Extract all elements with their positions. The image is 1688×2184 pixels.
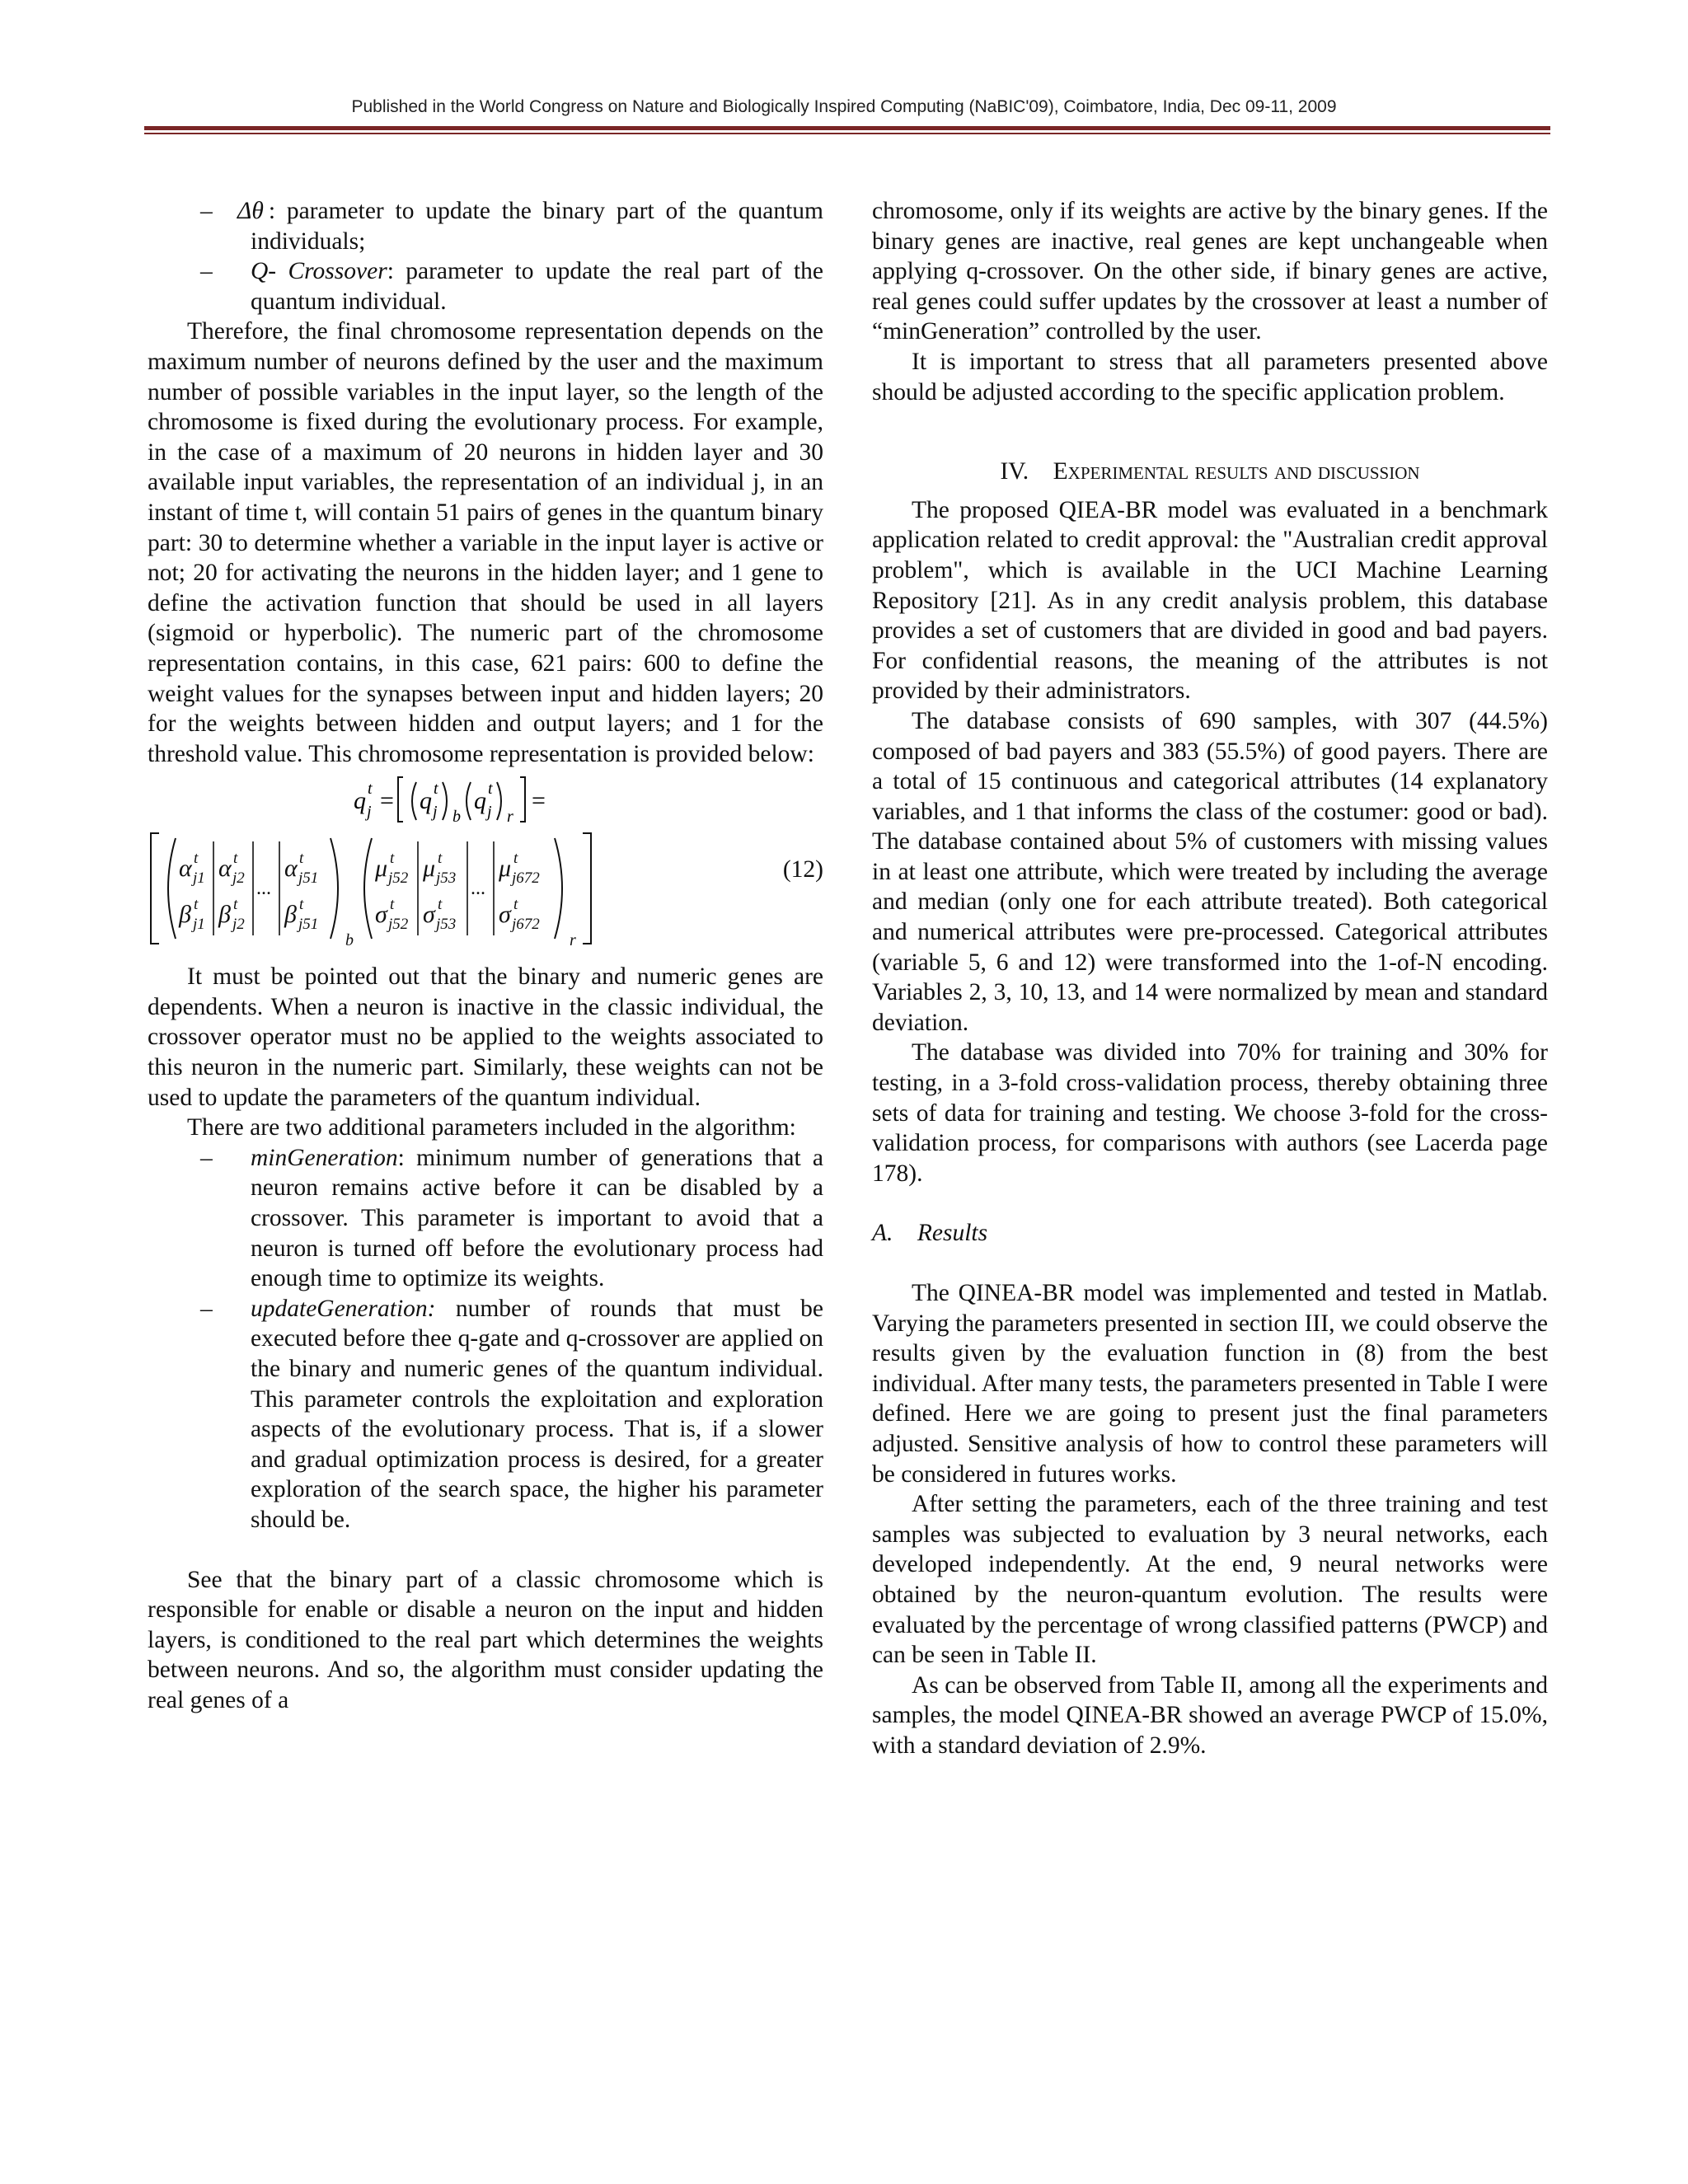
svg-text:b: b — [345, 931, 354, 950]
svg-text:j672: j672 — [512, 869, 540, 888]
svg-text:j52: j52 — [388, 869, 409, 888]
bullet-dash: – — [200, 1295, 213, 1322]
bullet-dash: – — [200, 198, 213, 224]
bullet-mingeneration — [148, 1143, 823, 1294]
svg-text:j1: j1 — [193, 869, 205, 888]
section-number: IV. — [1000, 458, 1029, 485]
paragraph: It is important to stress that all parameters presented above should be adjusted according to the specific application problem. — [872, 348, 1548, 405]
svg-text:β: β — [218, 901, 231, 929]
paragraph: After setting the parameters, each of the three training and test samples was subjected to evaluation by 3 neural networks, each developed independently. At the end, 9 neural networks were obtained by the neuron-quantum evolution. The results were evaluated by the percentage of wrong classified patterns (PWCP) and can be seen in Table II. — [872, 1491, 1548, 1669]
section-heading — [872, 457, 1548, 487]
subsection-heading: A. Results — [872, 1220, 988, 1247]
svg-text:r: r — [570, 931, 576, 950]
svg-text:...: ... — [471, 878, 485, 900]
svg-text:j: j — [433, 803, 438, 822]
svg-text:t: t — [513, 850, 518, 868]
svg-text:t: t — [488, 780, 493, 799]
svg-text:α: α — [218, 855, 232, 883]
equation-matrix-svg — [148, 827, 741, 950]
paragraph: The proposed QIEA-BR model was evaluated in a benchmark application related to credit approval: the "Australian credit approval problem", which is available in the UCI Machine Learning Repository [21]. As in any credit analysis problem, this database provides a set of customers that are divided in good and bad payers. For confidential reasons, the meaning of the attributes is not provided by their administrators. — [872, 496, 1548, 705]
svg-text:j52: j52 — [388, 916, 409, 934]
header-rule-thick — [144, 126, 1550, 130]
left-column — [148, 196, 823, 1716]
delta-theta-symbol: Δθ — [237, 198, 264, 224]
section-title: Experimental results and discussion — [1053, 458, 1420, 485]
svg-text:q: q — [420, 787, 432, 815]
bullet-term: Q- Crossover — [251, 258, 387, 285]
paragraph: See that the binary part of a classic chromosome which is responsible for enable or disable a neuron on the input and hidden layers, is conditioned to the real part which determines the weights between neurons. And so, the algorithm must consider updating the real genes of a — [148, 1566, 823, 1713]
svg-text:t: t — [194, 850, 199, 868]
paragraph: The QINEA-BR model was implemented and tested in Matlab. Varying the parameters presented in section III, we could observe the results given by the evaluation function in (8) from the best individual. After many tests, the parameters presented in Table I were defined. Here we are going to present just the final parameters adjusted. Sensitive analysis of how to control these parameters will be considered in futures works. — [872, 1280, 1548, 1488]
svg-text:t: t — [194, 896, 199, 914]
paragraph: Therefore, the final chromosome representation depends on the maximum number of neurons defined by the user and the maximum number of possible variables in the input layer, so the length of the chromosome is fixed during the evolutionary process. For example, in the case of a maximum of 20 neurons in hidden layer and 30 available input variables, the representation of an individual j, in an instant of time t, will contain 51 pairs of genes in the quantum binary part: 30 to determine whether a variable in the input layer is active or not; 20 for activating the neurons in the hidden layer; and 1 gene to define the activation function that should be used in all layers (sigmoid or hyperbolic). The numeric part of the chromosome representation contains, in this case, 621 pairs: 600 to define the weight values for the synapses between input and hidden layers; 20 for the weights between hidden and output layers; and 1 for the threshold value. This chromosome representation is provided below: — [148, 318, 823, 767]
svg-text:t: t — [438, 850, 443, 868]
svg-text:q: q — [354, 787, 366, 815]
right-column — [872, 196, 1548, 1761]
svg-text:t: t — [299, 850, 304, 868]
bullet-dash: – — [200, 1144, 213, 1171]
equation-q-svg — [337, 771, 584, 828]
svg-text:t: t — [513, 896, 518, 914]
bullet-text: : parameter to update the real part of the quantum individual. — [251, 258, 823, 315]
svg-text:j53: j53 — [436, 869, 457, 888]
svg-text:μ: μ — [423, 855, 436, 883]
paragraph: There are two additional parameters included in the algorithm: — [187, 1114, 796, 1141]
svg-text:j53: j53 — [436, 916, 457, 934]
svg-text:α: α — [179, 855, 192, 883]
bullet-text: number of rounds that must be executed before thee q-gate and q-crossover are applied on the binary and numeric genes of the quantum individual. This parameter controls the exploitation and exploration aspects of the evolutionary process. That is, if a slower and gradual optimization process is desired, for a greater exploration of the search space, the higher his parameter should be. — [251, 1295, 823, 1533]
bullet-delta-theta — [148, 196, 823, 256]
svg-text:t: t — [434, 780, 438, 799]
svg-text:j: j — [487, 803, 492, 822]
svg-text:t: t — [299, 896, 304, 914]
svg-text:j51: j51 — [298, 916, 319, 934]
bullet-term: minGeneration — [251, 1144, 398, 1171]
bullet-text: : minimum number of generations that a neuron remains active before it can be disabled by a crossover. This parameter is important to avoid that a neuron is turned off before the evolutionary process had enough time to optimize its weights. — [251, 1144, 823, 1292]
svg-text:b: b — [452, 808, 461, 827]
paragraph: The database consists of 690 samples, with 307 (44.5%) composed of bad payers and 383 (55.5%) of good payers. There are a total of 15 continuous and categorical attributes (14 explanatory variables, and 1 that informs the class of the costumer: good or bad). The database contained about 5% of customers with missing values in at least one attribute, which were treated by including the average and median (only one for each attribute treated). Both categorical and numerical attributes were pre-processed. Categorical attributes (variable 5, 6 and 12) were transformed into the 1-of-N encoding. Variables 2, 3, 10, 13, and 14 were normalized by mean and standard deviation. — [872, 707, 1548, 1036]
svg-text:α: α — [284, 855, 298, 883]
running-header: Published in the World Congress on Nature and Biologically Inspired Computing (NaBIC'09), Coimbatore, India, Dec 09-11, 2009 — [351, 97, 1337, 116]
svg-text:σ: σ — [499, 901, 511, 929]
svg-text:σ: σ — [423, 901, 435, 929]
svg-text:r: r — [507, 808, 513, 827]
equation-q-top — [255, 769, 667, 827]
svg-text:t: t — [438, 896, 443, 914]
paragraph: As can be observed from Table II, among all the experiments and samples, the model QINEA-BR showed an average PWCP of 15.0%, with a standard deviation of 2.9%. — [872, 1671, 1548, 1759]
svg-text:μ: μ — [499, 855, 512, 883]
bullet-updategeneration — [148, 1294, 823, 1535]
bullet-dash: – — [200, 258, 213, 285]
svg-text:t: t — [390, 850, 395, 868]
svg-text:β: β — [179, 901, 191, 929]
equation-12 — [148, 827, 823, 950]
svg-text:μ: μ — [375, 855, 388, 883]
svg-text:t: t — [390, 896, 395, 914]
svg-text:j51: j51 — [298, 869, 319, 888]
svg-text:=: = — [380, 787, 394, 815]
svg-text:t: t — [233, 896, 238, 914]
svg-text:...: ... — [256, 878, 271, 900]
equation-number: (12) — [782, 856, 823, 883]
svg-text:σ: σ — [375, 901, 387, 929]
svg-text:=: = — [532, 787, 546, 815]
svg-text:t: t — [233, 850, 238, 868]
header-rule-thin — [144, 133, 1550, 134]
svg-text:β: β — [284, 901, 297, 929]
bullet-text: : parameter to update the binary part of the quantum individuals; — [251, 198, 823, 255]
bullet-q-crossover — [148, 256, 823, 316]
svg-text:j2: j2 — [232, 916, 245, 934]
svg-text:t: t — [368, 780, 373, 799]
svg-text:q: q — [474, 787, 486, 815]
svg-text:j2: j2 — [232, 869, 245, 888]
paragraph: It must be pointed out that the binary and numeric genes are dependents. When a neuron is inactive in the classic individual, the crossover operator must no be applied to the weights associated to this neuron in the numeric part. Similarly, these weights can not be used to update the parameters of the quantum individual. — [148, 963, 823, 1111]
svg-text:j: j — [367, 803, 372, 822]
svg-text:j672: j672 — [512, 916, 540, 934]
svg-text:j1: j1 — [193, 916, 205, 934]
paragraph: The database was divided into 70% for training and 30% for testing, in a 3-fold cross-validation process, thereby obtaining three sets of data for training and testing. We choose 3-fold for the cross-validation process, for comparisons with authors (see Lacerda page 178). — [872, 1039, 1548, 1187]
paragraph: chromosome, only if its weights are active by the binary genes. If the binary genes are inactive, real genes are kept unchangeable when applying q-crossover. On the other side, if binary genes are active, real genes could suffer updates by the crossover at least a number of “minGeneration” controlled by the user. — [872, 198, 1548, 345]
bullet-term: updateGeneration: — [251, 1295, 436, 1322]
